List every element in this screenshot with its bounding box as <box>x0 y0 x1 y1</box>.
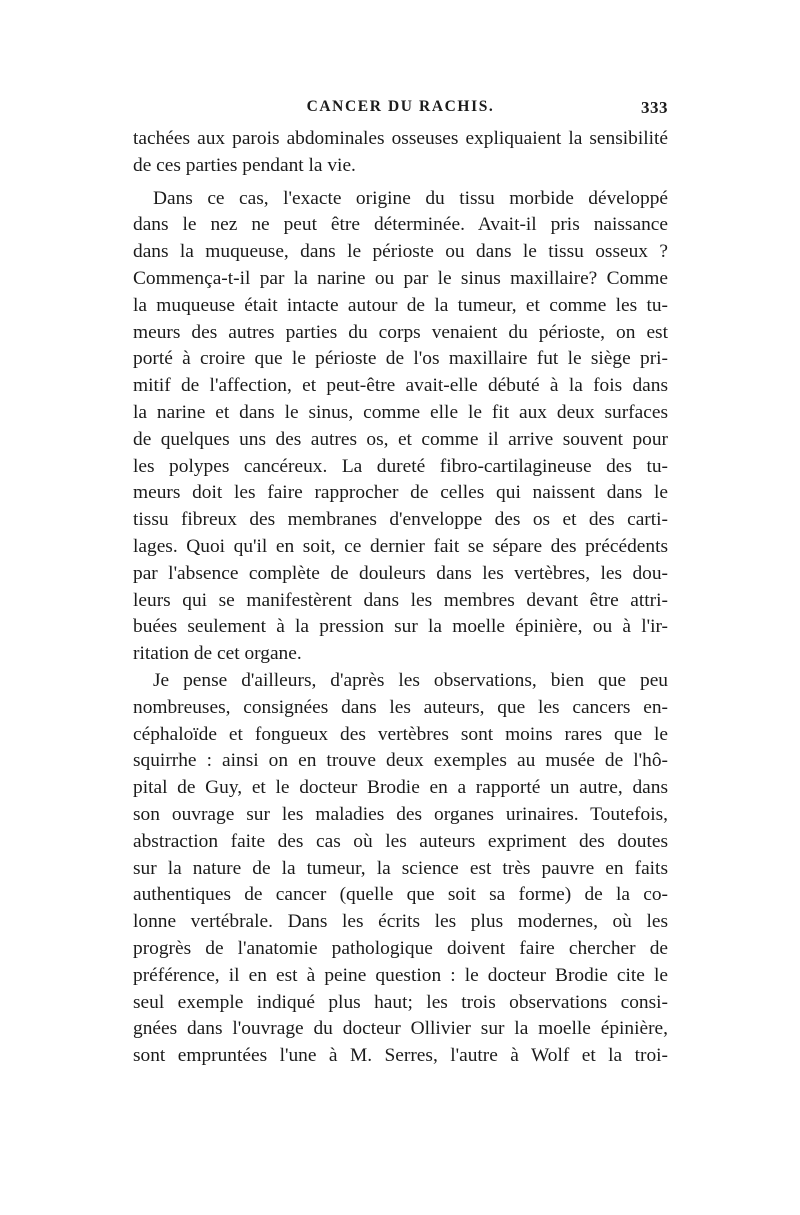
text-line: la narine et dans le sinus, comme elle le fit aux deux surfaces <box>133 401 668 423</box>
text-line: la muqueuse était intacte autour de la tumeur, et comme les tu- <box>133 294 668 316</box>
text-line: pital de Guy, et le docteur Brodie en a rapporté un autre, dans <box>133 777 668 799</box>
text-line: dans le nez ne peut être déterminée. Avait-il pris naissance <box>133 214 668 236</box>
text-line: buées seulement à la pression sur la moelle épinière, ou à l'ir- <box>133 616 668 638</box>
text-line: son ouvrage sur les maladies des organes urinaires. Toutefois, <box>133 803 668 825</box>
text-line: gnées dans l'ouvrage du docteur Ollivier sur la moelle épinière, <box>133 1018 668 1040</box>
text-line: dans la muqueuse, dans le périoste ou dans le tissu osseux ? <box>133 241 668 263</box>
text-line: squirrhe : ainsi on en trouve deux exemples au musée de l'hô- <box>133 750 668 772</box>
text-line: sont empruntées l'une à M. Serres, l'autre à Wolf et la troi- <box>133 1045 668 1067</box>
text-line: tachées aux parois abdominales osseuses expliquaient la sensibilité <box>133 128 668 149</box>
paragraph-origin <box>133 186 668 668</box>
text-line: seul exemple indiqué plus haut; les trois observations consi- <box>133 991 668 1013</box>
text-line: les polypes cancéreux. La dureté fibro-cartilagineuse des tu- <box>133 455 668 477</box>
running-head <box>133 98 668 122</box>
text-line: authentiques de cancer (quelle que soit sa forme) de la co- <box>133 884 668 906</box>
text-line: abstraction faite des cas où les auteurs expriment des doutes <box>133 830 668 852</box>
text-line: ritation de cet organe. <box>133 643 302 665</box>
text-line: Commença-t-il par la narine ou par le sinus maxillaire? Comme <box>133 267 668 289</box>
body-text <box>133 126 668 1070</box>
text-line: nombreuses, consignées dans les auteurs, que les cancers en- <box>133 696 668 718</box>
text-line: de ces parties pendant la vie. <box>133 154 356 176</box>
page-number: 333 <box>641 98 668 117</box>
text-line: préférence, il en est à peine question : le docteur Brodie cite le <box>133 964 668 986</box>
text-line: progrès de l'anatomie pathologique doivent faire chercher de <box>133 937 668 959</box>
text-line: Je pense d'ailleurs, d'après les observations, bien que peu <box>153 669 668 691</box>
text-line: sur la nature de la tumeur, la science est très pauvre en faits <box>133 857 668 879</box>
text-line: leurs qui se manifestèrent dans les membres devant être attri- <box>133 589 668 611</box>
text-line: Dans ce cas, l'exacte origine du tissu morbide développé <box>153 187 668 209</box>
running-title: CANCER DU RACHIS. <box>306 98 495 115</box>
paragraph-continuation <box>133 126 668 180</box>
text-line: porté à croire que le périoste de l'os maxillaire fut le siège pri- <box>133 348 668 370</box>
text-line: tissu fibreux des membranes d'enveloppe des os et des carti- <box>133 509 668 531</box>
text-line: de quelques uns des autres os, et comme il arrive souvent pour <box>133 428 668 450</box>
text-line: mitif de l'affection, et peut-être avait-elle débuté à la fois dans <box>133 375 668 397</box>
text-line: céphaloïde et fongueux des vertèbres sont moins rares que le <box>133 723 668 745</box>
text-line: meurs des autres parties du corps venaient du périoste, on est <box>133 321 668 343</box>
text-line: par l'absence complète de douleurs dans les vertèbres, les dou- <box>133 562 668 584</box>
text-line: lonne vertébrale. Dans les écrits les plus modernes, où les <box>133 911 668 933</box>
text-line: lages. Quoi qu'il en soit, ce dernier fait se sépare des précédents <box>133 535 668 557</box>
text-line: meurs doit les faire rapprocher de celles qui naissent dans le <box>133 482 668 504</box>
paragraph-observations <box>133 668 668 1070</box>
